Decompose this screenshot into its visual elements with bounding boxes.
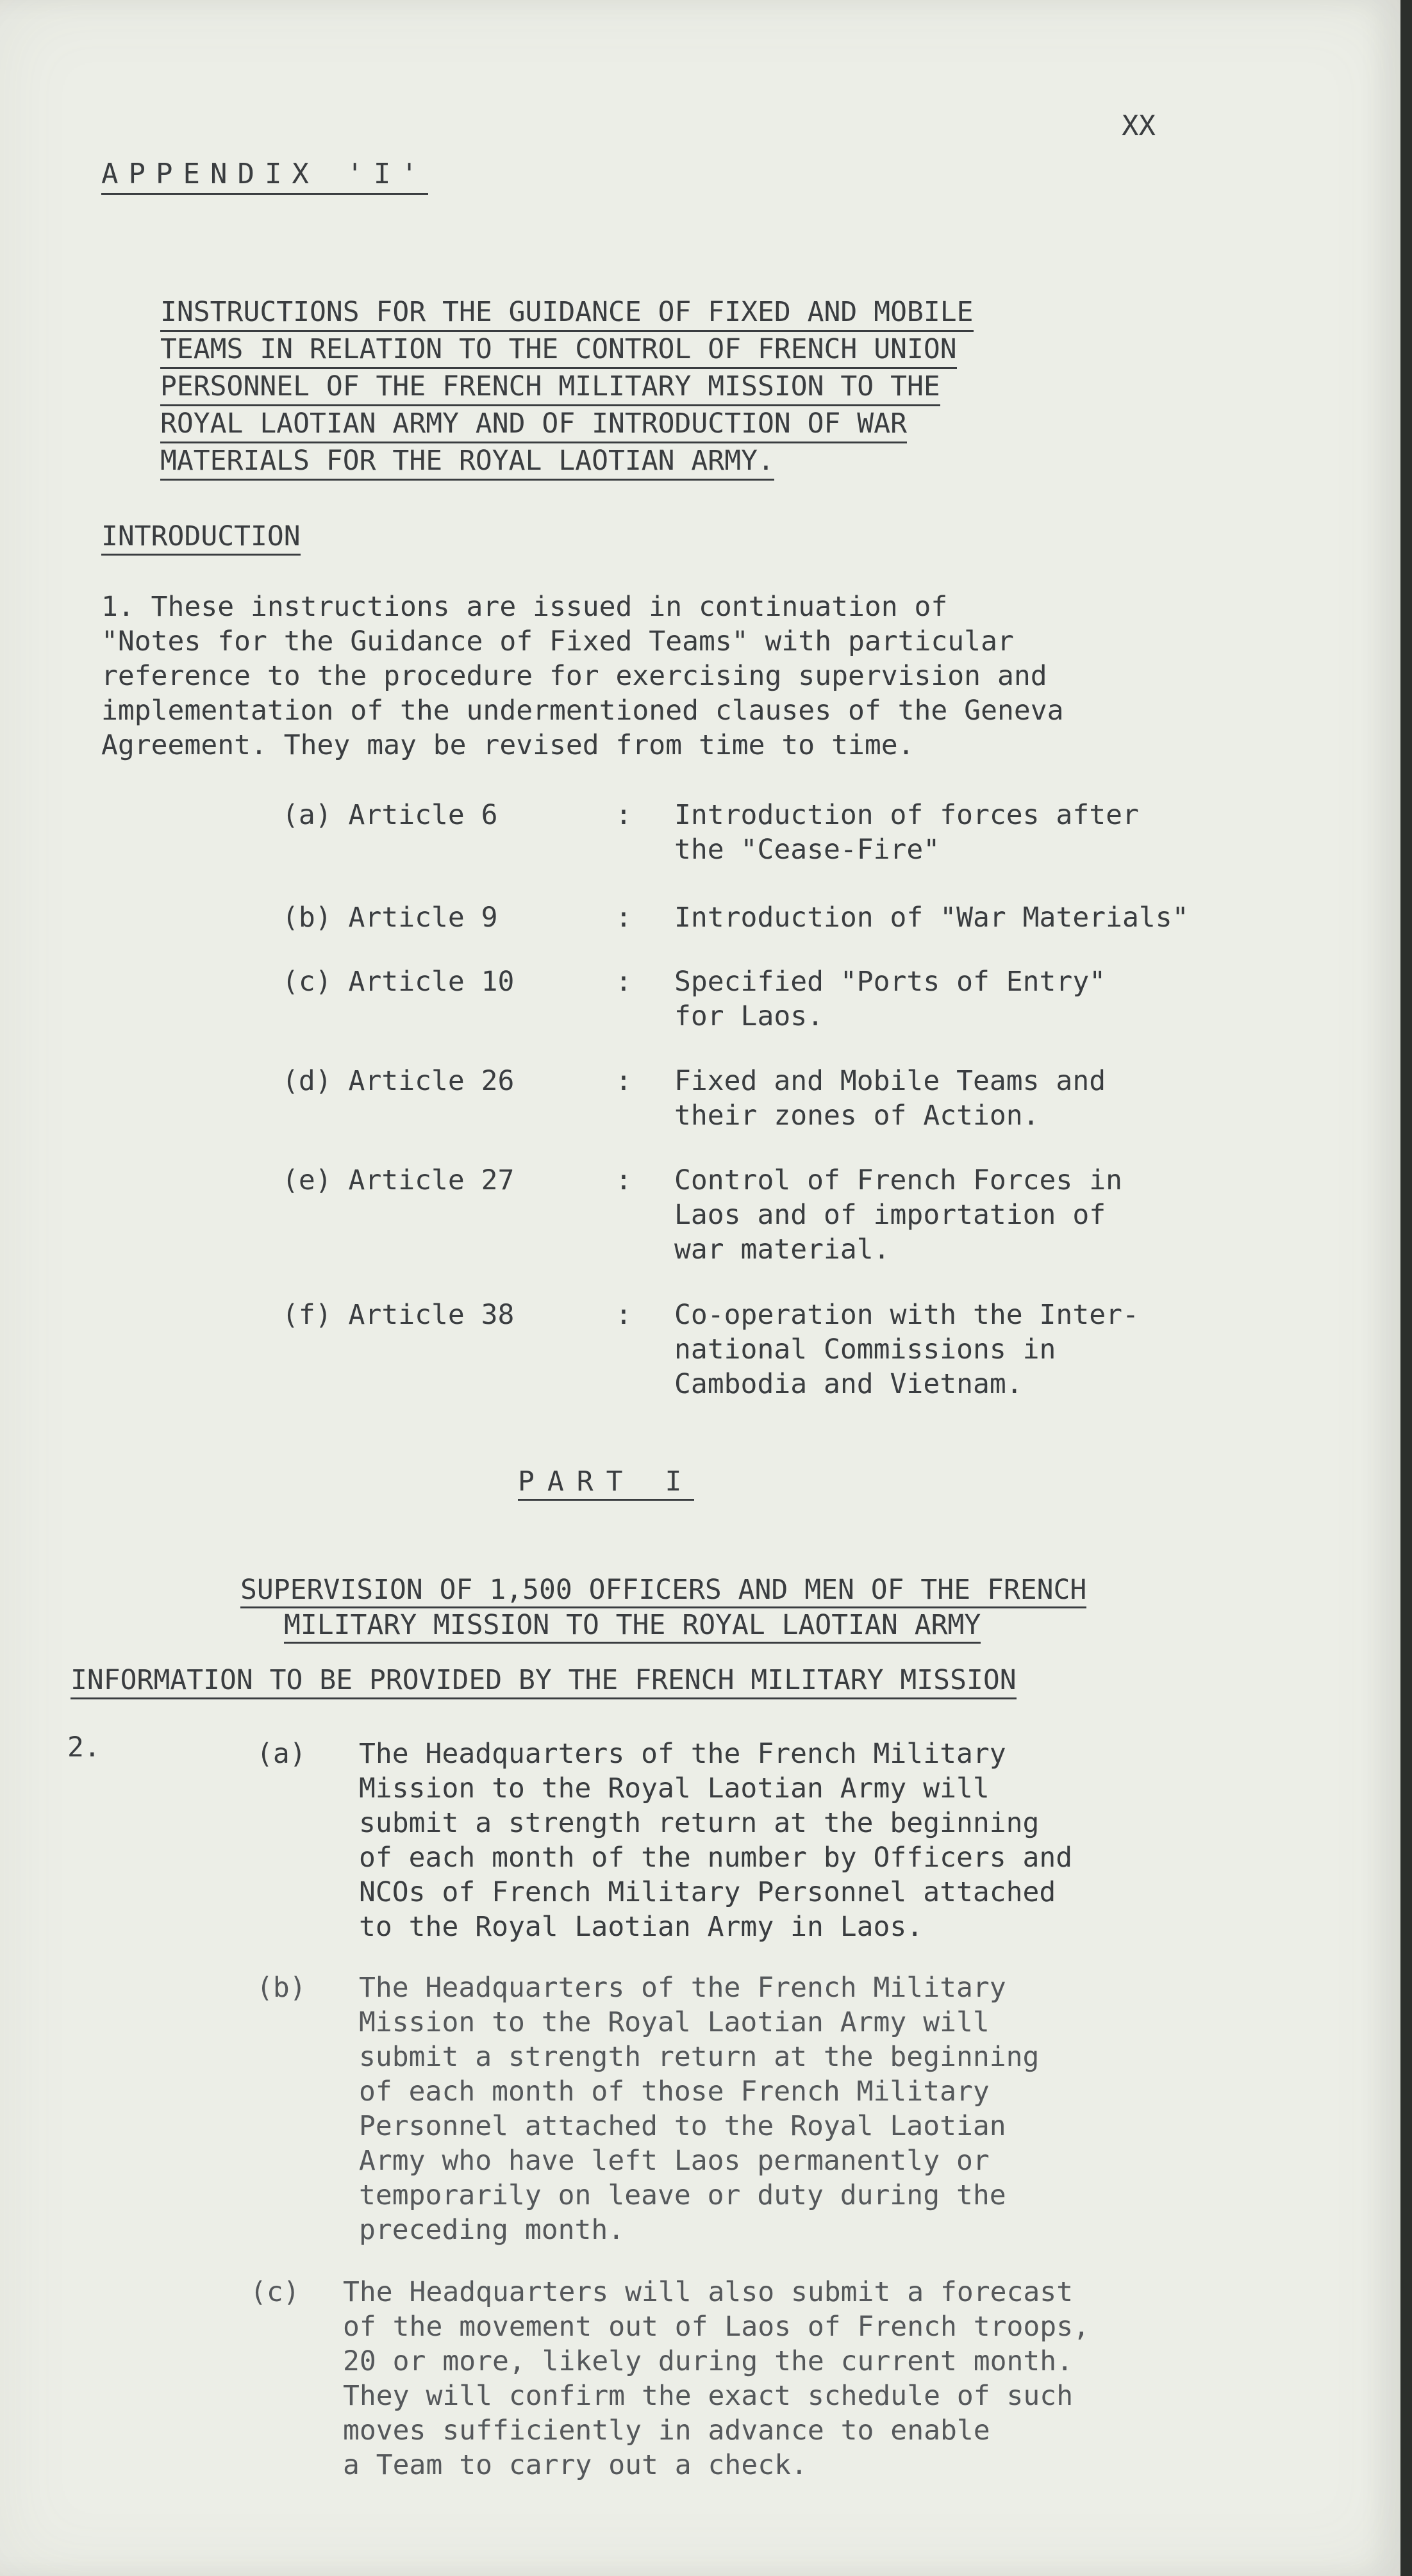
article-colon: : [615, 902, 632, 934]
item-line: The Headquarters will also submit a forecast [343, 2276, 1074, 2308]
item-line: of each month of the number by Officers and [359, 1842, 1073, 1874]
article-description [674, 1163, 1290, 1267]
item-line: The Headquarters of the French Military [359, 1738, 1006, 1770]
item-text [359, 1970, 1256, 2247]
supervision-heading [240, 1573, 1266, 1644]
article-colon: : [615, 1065, 632, 1097]
item-line: moves sufficiently in advance to enable [343, 2415, 990, 2447]
article-description-line: national Commissions in [674, 1333, 1056, 1366]
item-letter: (a) [256, 1738, 306, 1770]
article-label: (e) Article 27 [282, 1164, 515, 1196]
item-line: 20 or more, likely during the current month. [343, 2345, 1074, 2377]
article-description-line: Laos and of importation of [674, 1199, 1106, 1231]
main-heading-line: PERSONNEL OF THE FRENCH MILITARY MISSION TO THE [160, 369, 940, 406]
information-heading: INFORMATION TO BE PROVIDED BY THE FRENCH MILITARY MISSION [71, 1663, 1017, 1699]
paragraph-2-number: 2. [67, 1731, 101, 1763]
article-description [674, 900, 1290, 935]
item-letter: (c) [250, 2276, 300, 2308]
main-heading-line: ROYAL LAOTIAN ARMY AND OF INTRODUCTION OF WAR [160, 406, 907, 443]
item-line: Personnel attached to the Royal Laotian [359, 2110, 1006, 2142]
item-line: Mission to the Royal Laotian Army will [359, 2006, 990, 2038]
article-colon: : [615, 799, 632, 831]
item-line: They will confirm the exact schedule of such [343, 2380, 1074, 2412]
article-description-line: Specified "Ports of Entry" [674, 966, 1106, 998]
article-description-line: Co-operation with the Inter- [674, 1299, 1139, 1331]
paragraph-line: "Notes for the Guidance of Fixed Teams" with particular [101, 625, 1014, 657]
main-heading [160, 295, 1122, 481]
article-label: (b) Article 9 [282, 902, 498, 934]
article-description-line: Control of French Forces in [674, 1164, 1122, 1196]
article-description-line: their zones of Action. [674, 1100, 1040, 1132]
article-description-line: Introduction of "War Materials" [674, 902, 1189, 934]
item-line: submit a strength return at the beginning [359, 2041, 1040, 2073]
item-line: Mission to the Royal Laotian Army will [359, 1772, 990, 1804]
article-colon: : [615, 1299, 632, 1331]
item-line: of the movement out of Laos of French troops, [343, 2311, 1090, 2343]
main-heading-line: INSTRUCTIONS FOR THE GUIDANCE OF FIXED AND MOBILE [160, 295, 974, 332]
main-heading-line: MATERIALS FOR THE ROYAL LAOTIAN ARMY. [160, 443, 774, 481]
article-description [674, 1298, 1290, 1401]
article-description-line: for Laos. [674, 1000, 824, 1032]
supervision-heading-line: MILITARY MISSION TO THE ROYAL LAOTIAN ARMY [284, 1608, 981, 1644]
article-description-line: war material. [674, 1234, 890, 1266]
item-line: The Headquarters of the French Military [359, 1972, 1006, 2004]
article-colon: : [615, 966, 632, 998]
item-text [343, 2275, 1240, 2482]
article-description-line: Fixed and Mobile Teams and [674, 1065, 1106, 1097]
page-number: XX [1122, 110, 1156, 142]
item-line: a Team to carry out a check. [343, 2449, 808, 2481]
article-label: (f) Article 38 [282, 1299, 515, 1331]
article-description [674, 1064, 1290, 1133]
item-line: of each month of those French Military [359, 2076, 990, 2108]
article-label: (c) Article 10 [282, 966, 515, 998]
item-line: Army who have left Laos permanently or [359, 2145, 990, 2177]
item-line: submit a strength return at the beginning [359, 1807, 1040, 1839]
article-description-line: Introduction of forces after [674, 799, 1139, 831]
article-colon: : [615, 1164, 632, 1196]
item-line: NCOs of French Military Personnel attached [359, 1876, 1056, 1908]
supervision-heading-line: SUPERVISION OF 1,500 OFFICERS AND MEN OF THE FRENCH [240, 1573, 1086, 1608]
article-description-line: Cambodia and Vietnam. [674, 1368, 1023, 1400]
introduction-heading: INTRODUCTION [101, 519, 301, 556]
item-letter: (b) [256, 1972, 306, 2004]
paragraph-line: 1. These instructions are issued in continuation of [101, 591, 948, 623]
article-description-line: the "Cease-Fire" [674, 834, 940, 866]
main-heading-line: TEAMS IN RELATION TO THE CONTROL OF FRENCH UNION [160, 332, 957, 369]
part-title: PART I [518, 1464, 694, 1501]
paragraph-line: implementation of the undermentioned clauses of the Geneva [101, 695, 1064, 727]
appendix-title: APPENDIX 'I' [101, 157, 428, 195]
paragraph-line: reference to the procedure for exercising supervision and [101, 660, 1047, 692]
article-description [674, 964, 1290, 1034]
item-line: preceding month. [359, 2214, 625, 2246]
item-text [359, 1737, 1256, 1944]
article-description [674, 798, 1290, 867]
article-label: (d) Article 26 [282, 1065, 515, 1097]
paragraph-1 [101, 590, 1255, 763]
item-line: to the Royal Laotian Army in Laos. [359, 1911, 924, 1943]
item-line: temporarily on leave or duty during the [359, 2179, 1006, 2211]
article-label: (a) Article 6 [282, 799, 498, 831]
paragraph-line: Agreement. They may be revised from time to time. [101, 729, 915, 761]
